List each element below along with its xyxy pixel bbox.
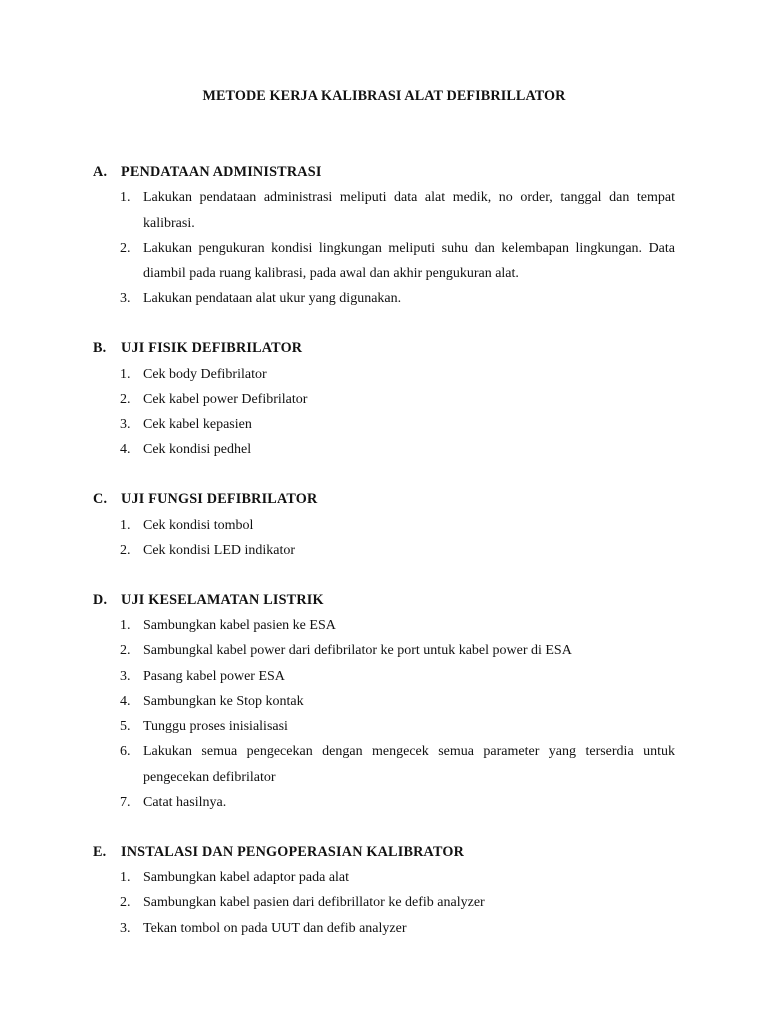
list-item-text: Sambungkan kabel pasien dari defibrillator ke defib analyzer [143,895,485,911]
section-d [93,588,675,816]
section-heading [93,840,675,865]
section-letter: B. [93,340,107,357]
list-item-number: 3. [120,291,131,307]
section-heading-text: UJI KESELAMATAN LISTRIK [121,591,324,608]
list-item-number: 2. [120,895,131,911]
document-title: METODE KERJA KALIBRASI ALAT DEFIBRILLATOR [202,88,566,104]
list-item-number: 2. [120,643,131,659]
section-heading-text: PENDATAAN ADMINISTRASI [121,164,322,180]
section-letter: A. [93,164,108,180]
list-item [93,437,675,462]
list-item-text: Lakukan pendataan administrasi meliputi data alat medik, no order, tanggal dan tempat kalibrasi. [143,190,675,231]
list-item [93,387,675,412]
list-item-number: 6. [120,744,131,760]
list-item-number: 3. [120,417,131,433]
section-heading [93,160,675,185]
list-item-number: 2. [120,240,131,256]
document-body [93,160,675,966]
list-item [93,714,675,739]
list-item-number: 7. [120,795,131,811]
list-item [93,638,675,663]
list-item [93,739,675,790]
section-b [93,336,675,462]
list-item-number: 2. [120,542,131,558]
list-item [93,865,675,890]
section-heading [93,336,675,361]
section-c [93,487,675,563]
list-item [93,790,675,815]
list-item-text: Sambungkal kabel power dari defibrilator ke port untuk kabel power di ESA [143,643,572,659]
section-a [93,160,675,312]
list-item-number: 2. [120,391,131,407]
list-item-number: 4. [120,442,131,458]
list-item-text: Cek kondisi LED indikator [143,542,296,558]
list-item-text: Cek kabel kepasien [143,417,252,433]
list-item [93,513,675,538]
section-heading [93,487,675,512]
list-item-text: Pasang kabel power ESA [143,668,285,684]
list-item-text: Cek kondisi tombol [143,517,254,533]
section-heading-text: UJI FISIK DEFIBRILATOR [121,340,303,357]
list-item [93,689,675,714]
list-item-number: 3. [120,920,131,936]
list-item [93,412,675,437]
list-item [93,236,675,287]
list-item-number: 3. [120,668,131,684]
list-item [93,613,675,638]
section-letter: E. [93,843,107,860]
list-item [93,664,675,689]
section-letter: C. [93,491,108,508]
list-item [93,286,675,311]
list-item-text: Cek body Defibrilator [143,366,267,382]
list-item-text: Tekan tombol on pada UUT dan defib analyzer [143,920,407,936]
list-item [93,890,675,915]
list-item [93,362,675,387]
list-item-number: 1. [120,870,131,886]
list-item-number: 4. [120,693,131,709]
list-item-text: Sambungkan kabel adaptor pada alat [143,870,350,886]
list-item-number: 1. [120,517,131,533]
section-e [93,840,675,941]
list-item-text: Cek kabel power Defibrilator [143,391,308,407]
section-heading-text: INSTALASI DAN PENGOPERASIAN KALIBRATOR [121,843,465,860]
list-item-number: 1. [120,190,131,206]
list-item-number: 5. [120,719,131,735]
list-item-text: Catat hasilnya. [143,795,227,811]
section-heading-text: UJI FUNGSI DEFIBRILATOR [121,491,318,508]
list-item-number: 1. [120,366,131,382]
list-item-text: Lakukan pengukuran kondisi lingkungan meliputi suhu dan kelembapan lingkungan. Data diambil pada ruang kalibrasi, pada awal dan akhir pengukuran alat. [143,240,675,282]
list-item-number: 1. [120,617,131,633]
list-item [93,185,675,236]
list-item-text: Sambungkan ke Stop kontak [143,693,304,709]
list-item [93,916,675,941]
section-letter: D. [93,591,108,608]
list-item-text: Lakukan pendataan alat ukur yang digunakan. [143,291,402,307]
list-item-text: Tunggu proses inisialisasi [143,719,288,735]
list-item-text: Sambungkan kabel pasien ke ESA [143,617,336,633]
list-item-text: Cek kondisi pedhel [143,442,252,458]
list-item [93,538,675,563]
list-item-text: Lakukan semua pengecekan dengan mengecek semua parameter yang terserdia untuk pengecekan defibrilator [143,744,675,785]
section-heading [93,588,675,613]
